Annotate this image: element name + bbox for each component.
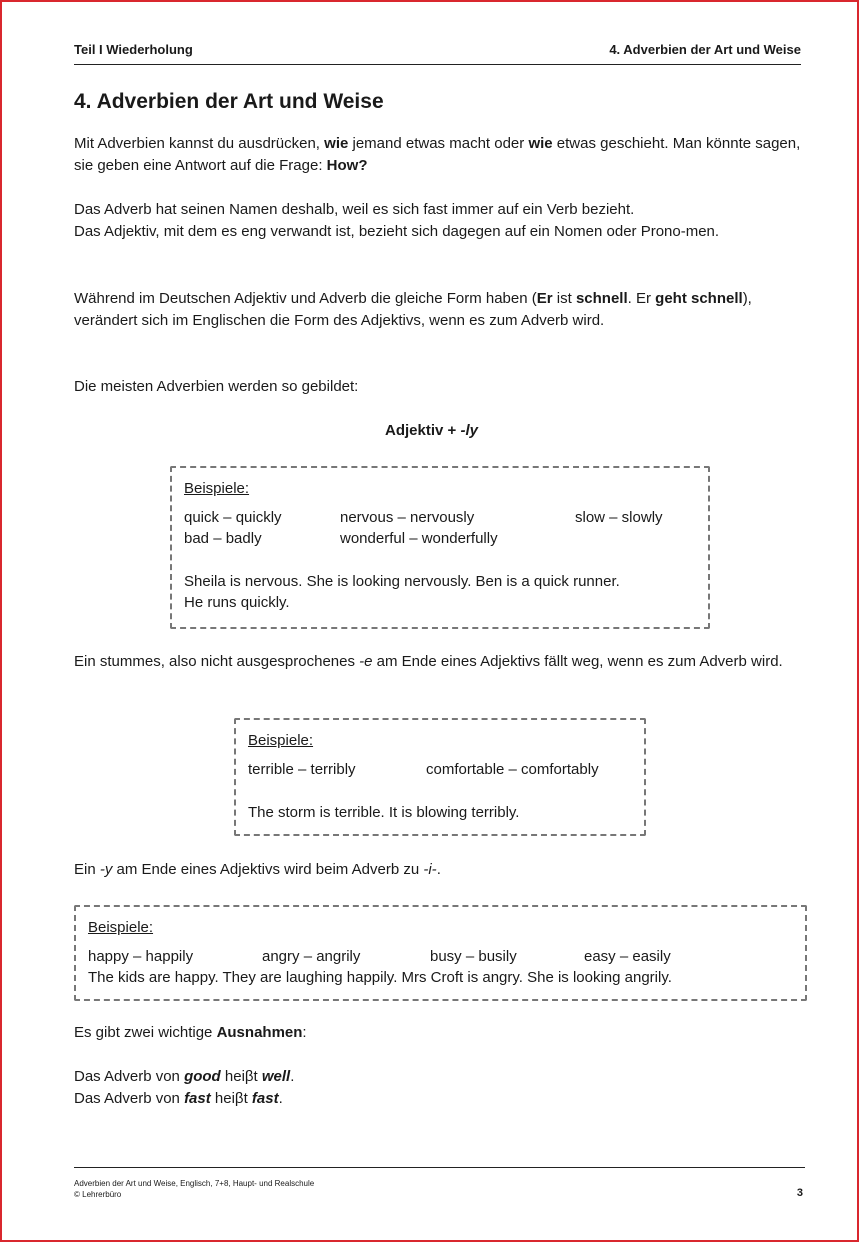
pair-item: angry – angrily [262, 948, 361, 965]
intro-bold-wie-2: wie [528, 135, 553, 152]
paragraph-2-line-2: Das Adjektiv, mit dem es eng verwandt ist, bezieht sich dagegen auf ein Nomen oder Prono-men. [74, 223, 720, 240]
exception-text: heiβt [210, 1090, 252, 1107]
para3-text: Während im Deutschen Adjektiv und Adverb die gleiche Form haben ( [74, 290, 537, 307]
paragraph-4: Die meisten Adverbien werden so gebildet: [74, 378, 359, 395]
para6-italic: -y [99, 861, 113, 878]
para5-text: am Ende eines Adjektivs fällt weg, wenn es zum Adverb wird. [372, 653, 783, 670]
exception-word: good [184, 1068, 221, 1085]
exception-fast [74, 1088, 804, 1110]
para3-bold: Er [536, 290, 553, 307]
para7-bold: Ausnahmen [216, 1024, 303, 1041]
box3-sentence: The kids are happy. They are laughing happily. Mrs Croft is angry. She is looking angrily. [88, 969, 672, 986]
formula [2, 422, 859, 439]
pair-item: nervous – nervously [340, 509, 475, 526]
pair-item: terrible – terribly [248, 761, 356, 778]
para6-text: . [436, 861, 441, 878]
header-left: Teil I Wiederholung [74, 42, 193, 57]
exception-word: fast [184, 1090, 211, 1107]
exception-word: fast [251, 1090, 279, 1107]
footer-line-2: © Lehrerbüro [74, 1190, 122, 1199]
example-box-3 [74, 905, 807, 1001]
pair-item: bad – badly [184, 530, 262, 547]
formula-base: Adjektiv + [385, 422, 461, 439]
intro-bold-how: How? [326, 157, 368, 174]
para3-bold: geht schnell [655, 290, 743, 307]
para6-text: am Ende eines Adjektivs wird beim Adverb zu [112, 861, 424, 878]
para3-text: ), verändert sich im Englischen die Form des Adjektivs, wenn es zum Adverb wird. [74, 290, 752, 329]
box1-sentence-2: He runs quickly. [184, 594, 290, 611]
paragraph-5 [74, 651, 804, 673]
box1-heading: Beispiele: [184, 480, 250, 497]
intro-text: jemand etwas macht oder [348, 135, 529, 152]
para3-text: ist [552, 290, 576, 307]
page-header [74, 42, 801, 65]
footer-rule [74, 1167, 805, 1168]
exception-text: Das Adverb von [74, 1068, 185, 1085]
example-box-2 [234, 718, 646, 836]
footer-text [74, 1178, 314, 1200]
header-right: 4. Adverbien der Art und Weise [609, 42, 801, 57]
para5-text: Ein stummes, also nicht ausgesprochenes [74, 653, 360, 670]
exception-text: . [278, 1090, 283, 1107]
para6-italic: -i- [423, 861, 437, 878]
paragraph-7 [74, 1022, 804, 1044]
paragraph-2-line-1: Das Adverb hat seinen Namen deshalb, weil es sich fast immer auf ein Verb bezieht. [74, 201, 635, 218]
formula-suffix: -ly [460, 422, 478, 439]
box2-heading: Beispiele: [248, 732, 314, 749]
exception-good [74, 1066, 804, 1088]
para7-text: : [302, 1024, 307, 1041]
page-title: 4. Adverbien der Art und Weise [74, 90, 384, 113]
exception-text: . [290, 1068, 295, 1085]
para5-italic: -e [359, 653, 373, 670]
exception-text: Das Adverb von [74, 1090, 185, 1107]
para6-text: Ein [74, 861, 100, 878]
intro-text: Mit Adverbien kannst du ausdrücken, [74, 135, 325, 152]
paragraph-3 [74, 288, 804, 332]
pair-item: wonderful – wonderfully [340, 530, 498, 547]
exception-text: heiβt [220, 1068, 262, 1085]
box3-heading: Beispiele: [88, 919, 154, 936]
example-box-1 [170, 466, 710, 629]
box1-sentence-1: Sheila is nervous. She is looking nervously. Ben is a quick runner. [184, 573, 620, 590]
pair-item: happy – happily [88, 948, 194, 965]
pair-item: busy – busily [430, 948, 517, 965]
intro-paragraph [74, 133, 804, 177]
page-number: 3 [796, 1187, 803, 1199]
pair-item: quick – quickly [184, 509, 282, 526]
pair-item: comfortable – comfortably [426, 761, 599, 778]
para7-text: Es gibt zwei wichtige [74, 1024, 217, 1041]
intro-text: etwas geschieht. Man könnte sagen, sie geben eine Antwort auf die Frage: [74, 135, 801, 174]
box2-sentence: The storm is terrible. It is blowing terribly. [248, 804, 520, 821]
intro-bold-wie-1: wie [324, 135, 349, 152]
exception-word: well [261, 1068, 291, 1085]
para3-text: . Er [627, 290, 656, 307]
footer-line-1: Adverbien der Art und Weise, Englisch, 7+8, Haupt- und Realschule [74, 1179, 315, 1188]
pair-item: slow – slowly [575, 509, 663, 526]
paragraph-6 [74, 859, 804, 881]
pair-item: easy – easily [584, 948, 671, 965]
para3-bold: schnell [575, 290, 628, 307]
